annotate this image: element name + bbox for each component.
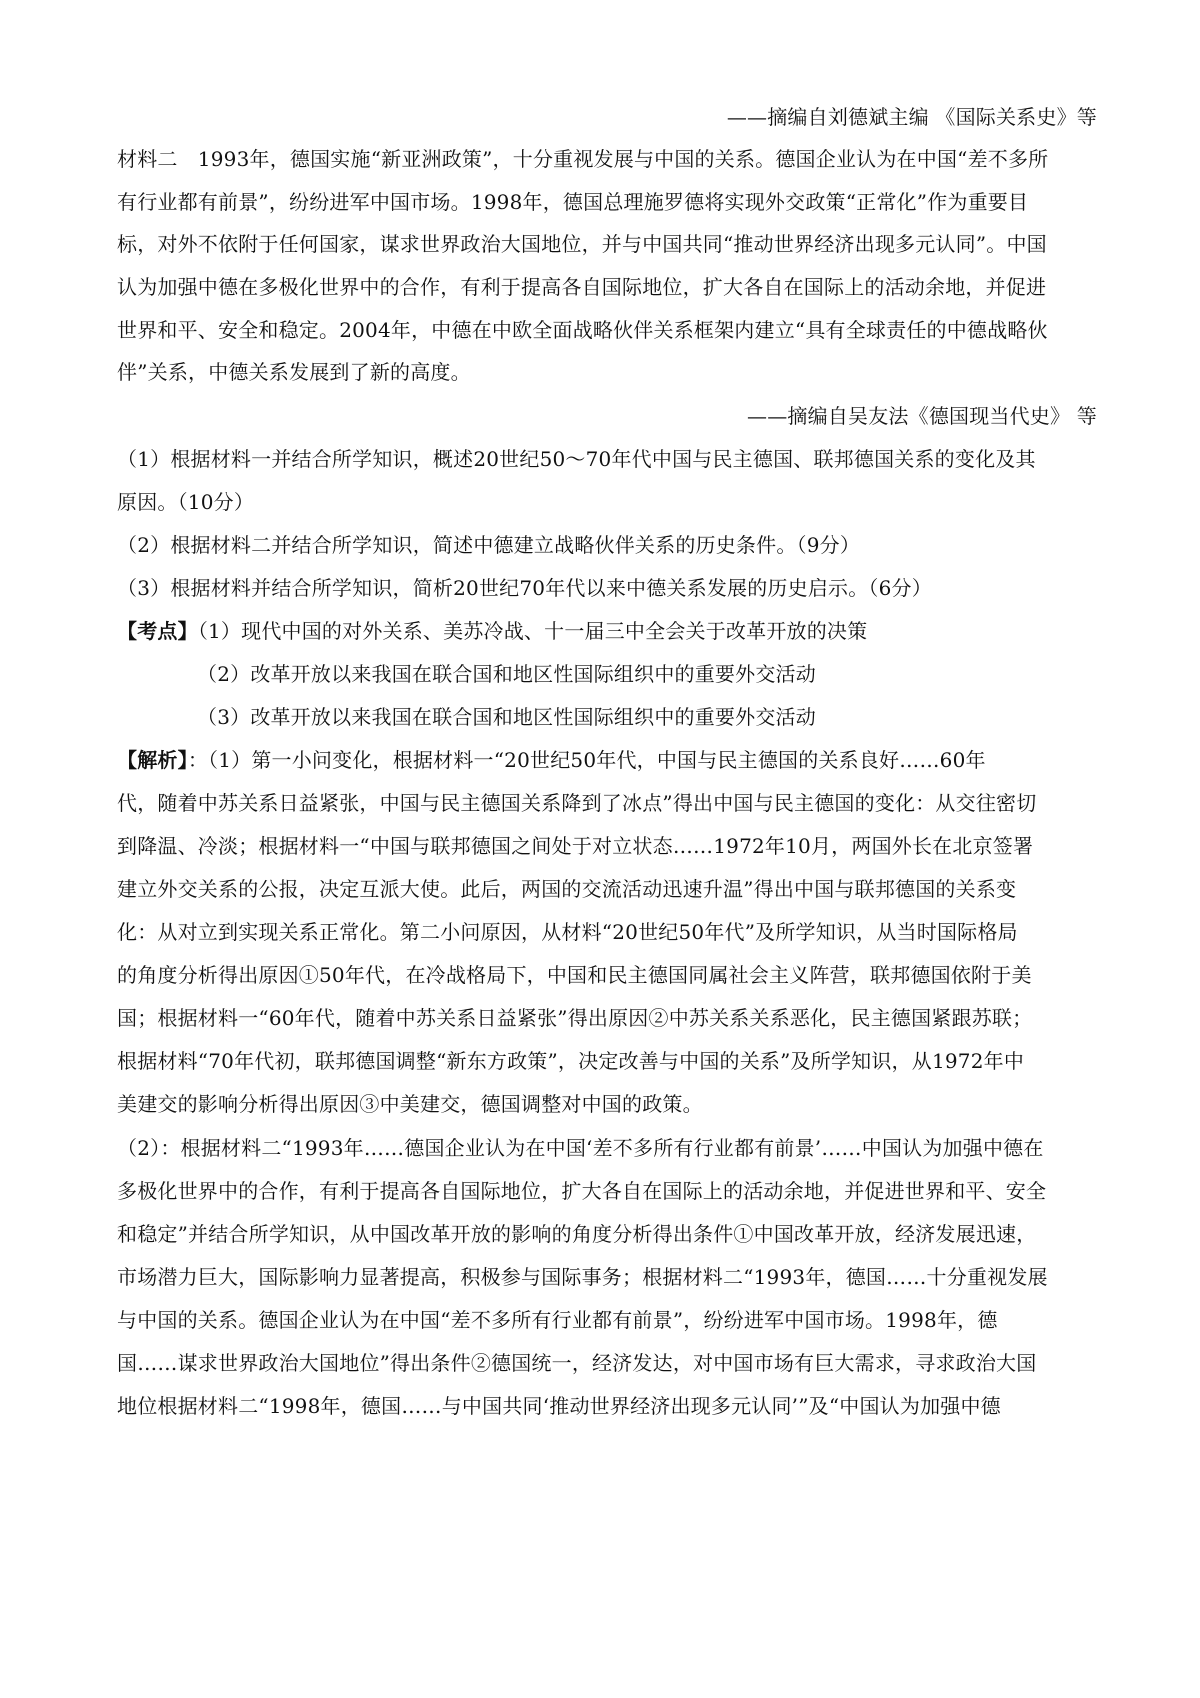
line-text: 国……谋求世界政治大国地位”得出条件②德国统一，经济发达，对中国市场有巨大需求，寻求政治大国 <box>117 1351 1037 1375</box>
line-text: 与中国的关系。德国企业认为在中国“差不多所有行业都有前景”，纷纷进军中国市场。1998年，德 <box>117 1308 998 1332</box>
line-text: 材料二 1993年，德国实施“新亚洲政策”，十分重视发展与中国的关系。德国企业认为在中国“差不多所 <box>117 147 1049 171</box>
line-text: 伴”关系，中德关系发展到了新的高度。 <box>117 360 471 384</box>
text-line <box>117 1004 1032 1032</box>
section-heading-line <box>117 617 867 645</box>
text-line <box>197 660 816 688</box>
text-line <box>117 875 1016 903</box>
source-citation <box>727 103 1097 131</box>
line-text: 建立外交关系的公报，决定互派大使。此后，两国的交流活动迅速升温”得出中国与联邦德国的关系变 <box>117 877 1017 901</box>
text-line <box>117 188 1028 216</box>
line-text: （1）现代中国的对外关系、美苏冷战、十一届三中全会关于改革开放的决策 <box>197 619 868 643</box>
line-text: （2）根据材料二并结合所学知识，简述中德建立战略伙伴关系的历史条件。（9分） <box>117 533 861 557</box>
line-text: 多极化世界中的合作，有利于提高各自国际地位，扩大各自在国际上的活动余地，并促进世界和平、安全 <box>117 1179 1047 1203</box>
text-line <box>117 230 1047 258</box>
line-text: 地位根据材料二“1998年，德国……与中国共同‘推动世界经济出现多元认同’”及“中国认为加强中德 <box>117 1394 1001 1418</box>
text-line <box>117 531 860 559</box>
text-line <box>117 273 1046 301</box>
text-line <box>117 1263 1048 1291</box>
line-text: 根据材料“70年代初，联邦德国调整“新东方政策”，决定改善与中国的关系”及所学知识，从1972年中 <box>117 1049 1025 1073</box>
text-line <box>117 1090 703 1118</box>
text-line <box>117 145 1048 173</box>
line-text: 世界和平、安全和稳定。2004年，中德在中欧全面战略伙伴关系框架内建立“具有全球责任的中德战略伙 <box>117 318 1048 342</box>
line-text: ：（1）第一小问变化，根据材料一“20世纪50年代，中国与民主德国的关系良好……60年 <box>187 748 986 772</box>
text-line <box>117 1306 998 1334</box>
line-text: 国；根据材料一“60年代，随着中苏关系日益紧张”得出原因②中苏关系关系恶化，民主德国紧跟苏联； <box>117 1006 1033 1030</box>
text-line <box>117 1392 1001 1420</box>
line-text: ——摘编自刘德斌主编 《国际关系史》等 <box>726 105 1097 129</box>
text-line <box>117 316 1048 344</box>
text-line <box>117 445 1036 473</box>
line-text: ——摘编自吴友法《德国现当代史》 等 <box>747 404 1097 428</box>
text-line <box>117 1047 1024 1075</box>
text-line <box>117 1177 1046 1205</box>
text-line <box>117 1220 1036 1248</box>
line-text: （2）改革开放以来我国在联合国和地区性国际组织中的重要外交活动 <box>197 662 816 686</box>
section-heading-line <box>117 746 986 774</box>
section-label: 【考点】 <box>117 619 198 643</box>
line-text: 到降温、冷淡；根据材料一“中国与联邦德国之间处于对立状态……1972年10月，两国外长在北京签署 <box>117 834 1034 858</box>
line-text: 认为加强中德在多极化世界中的合作，有利于提高各自国际地位，扩大各自在国际上的活动余地，并促进 <box>117 275 1047 299</box>
text-line <box>117 488 254 516</box>
line-text: 美建交的影响分析得出原因③中美建交，德国调整对中国的政策。 <box>117 1092 703 1116</box>
line-text: 市场潜力巨大，国际影响力显著提高，积极参与国际事务；根据材料二“1993年，德国……十分重视发展 <box>117 1265 1048 1289</box>
text-line <box>117 358 471 386</box>
line-text: （2）：根据材料二“1993年……德国企业认为在中国‘差不多所有行业都有前景’……中国认为加强中德在 <box>117 1136 1044 1160</box>
text-line <box>117 789 1036 817</box>
line-text: （3）改革开放以来我国在联合国和地区性国际组织中的重要外交活动 <box>197 705 816 729</box>
line-text: 原因。（10分） <box>117 490 255 514</box>
source-citation <box>747 402 1097 430</box>
text-line <box>117 918 1018 946</box>
text-line <box>117 574 932 602</box>
line-text: 化：从对立到实现关系正常化。第二小问原因，从材料“20世纪50年代”及所学知识，从当时国际格局 <box>117 920 1018 944</box>
line-text: 和稳定”并结合所学知识，从中国改革开放的影响的角度分析得出条件①中国改革开放，经济发展迅速， <box>117 1222 1037 1246</box>
line-text: 代，随着中苏关系日益紧张，中国与民主德国关系降到了冰点”得出中国与民主德国的变化：从交往密切 <box>117 791 1037 815</box>
text-line <box>117 1134 1044 1162</box>
line-text: （1）根据材料一并结合所学知识，概述20世纪50～70年代中国与民主德国、联邦德国关系的变化及其 <box>117 447 1036 471</box>
line-text: 的角度分析得出原因①50年代，在冷战格局下，中国和民主德国同属社会主义阵营，联邦德国依附于美 <box>117 963 1032 987</box>
line-text: （3）根据材料并结合所学知识，简析20世纪70年代以来中德关系发展的历史启示。（6分） <box>117 576 932 600</box>
section-label: 【解析】 <box>117 748 188 772</box>
line-text: 有行业都有前景”，纷纷进军中国市场。1998年，德国总理施罗德将实现外交政策“正常化”作为重要目 <box>117 190 1029 214</box>
text-line <box>117 961 1032 989</box>
text-line <box>117 1349 1036 1377</box>
text-line <box>117 832 1033 860</box>
text-line <box>197 703 816 731</box>
line-text: 标，对外不依附于任何国家，谋求世界政治大国地位，并与中国共同“推动世界经济出现多元认同”。中国 <box>117 232 1047 256</box>
